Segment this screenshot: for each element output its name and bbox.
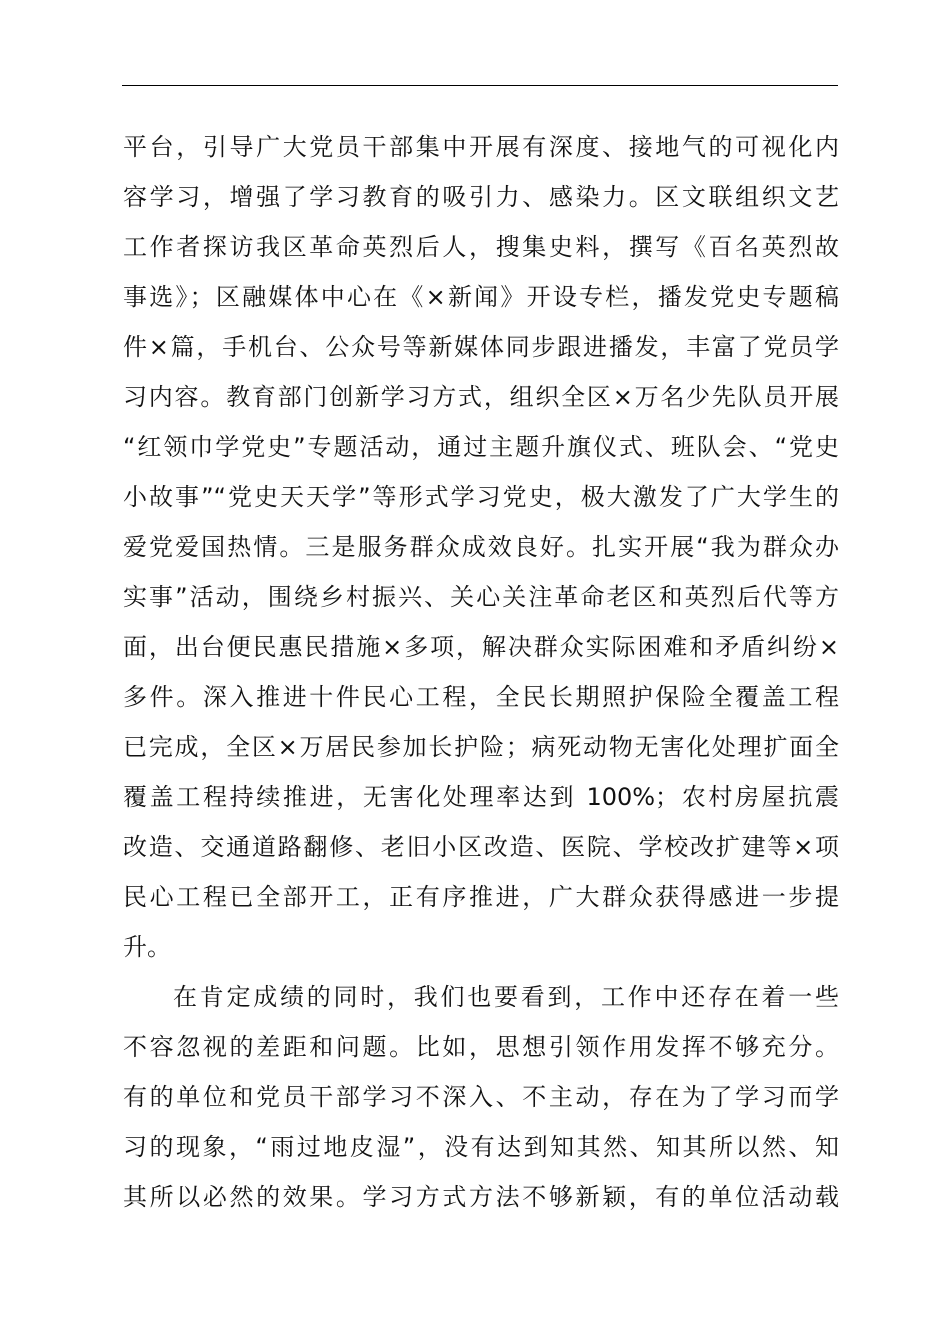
paragraph-first-line: 在肯定成绩的同时，我们也要看到，工作中还存在着一些 <box>173 983 839 1011</box>
text-line: 已完成，全区×万居民参加长护险；病死动物无害化处理扩面全 <box>123 733 839 761</box>
text-line: 改造、交通道路翻修、老旧小区改造、医院、学校改扩建等×项 <box>123 833 839 861</box>
text-line: 其所以必然的效果。学习方式方法不够新颖，有的单位活动载 <box>123 1183 839 1211</box>
text-line: 覆盖工程持续推进，无害化处理率达到 100%；农村房屋抗震 <box>123 783 839 811</box>
text-line: 升。 <box>123 933 171 961</box>
text-line: 件×篇，手机台、公众号等新媒体同步跟进播发，丰富了党员学 <box>123 333 839 361</box>
text-line: 多件。深入推进十件民心工程，全民长期照护保险全覆盖工程 <box>123 683 839 711</box>
text-line: 爱党爱国热情。三是服务群众成效良好。扎实开展“我为群众办 <box>123 533 839 561</box>
text-line: 容学习，增强了学习教育的吸引力、感染力。区文联组织文艺 <box>123 183 839 211</box>
text-line: 民心工程已全部开工，正有序推进，广大群众获得感进一步提 <box>123 883 839 911</box>
text-line: 实事”活动，围绕乡村振兴、关心关注革命老区和英烈后代等方 <box>123 583 839 611</box>
text-line: 事选》；区融媒体中心在《×新闻》开设专栏，播发党史专题稿 <box>123 283 839 311</box>
text-line: 面，出台便民惠民措施×多项，解决群众实际困难和矛盾纠纷× <box>123 633 839 661</box>
header-rule <box>122 85 838 86</box>
text-line: 习内容。教育部门创新学习方式，组织全区×万名少先队员开展 <box>123 383 839 411</box>
text-line: 有的单位和党员干部学习不深入、不主动，存在为了学习而学 <box>123 1083 839 1111</box>
text-line: 工作者探访我区革命英烈后人，搜集史料，撰写《百名英烈故 <box>123 233 839 261</box>
text-line: 小故事”“党史天天学”等形式学习党史，极大激发了广大学生的 <box>123 483 839 511</box>
text-line: “红领巾学党史”专题活动，通过主题升旗仪式、班队会、“党史 <box>123 433 839 461</box>
text-line: 不容忽视的差距和问题。比如，思想引领作用发挥不够充分。 <box>123 1033 839 1061</box>
text-line: 习的现象，“雨过地皮湿”，没有达到知其然、知其所以然、知 <box>123 1133 839 1161</box>
text-line: 平台，引导广大党员干部集中开展有深度、接地气的可视化内 <box>123 133 839 161</box>
